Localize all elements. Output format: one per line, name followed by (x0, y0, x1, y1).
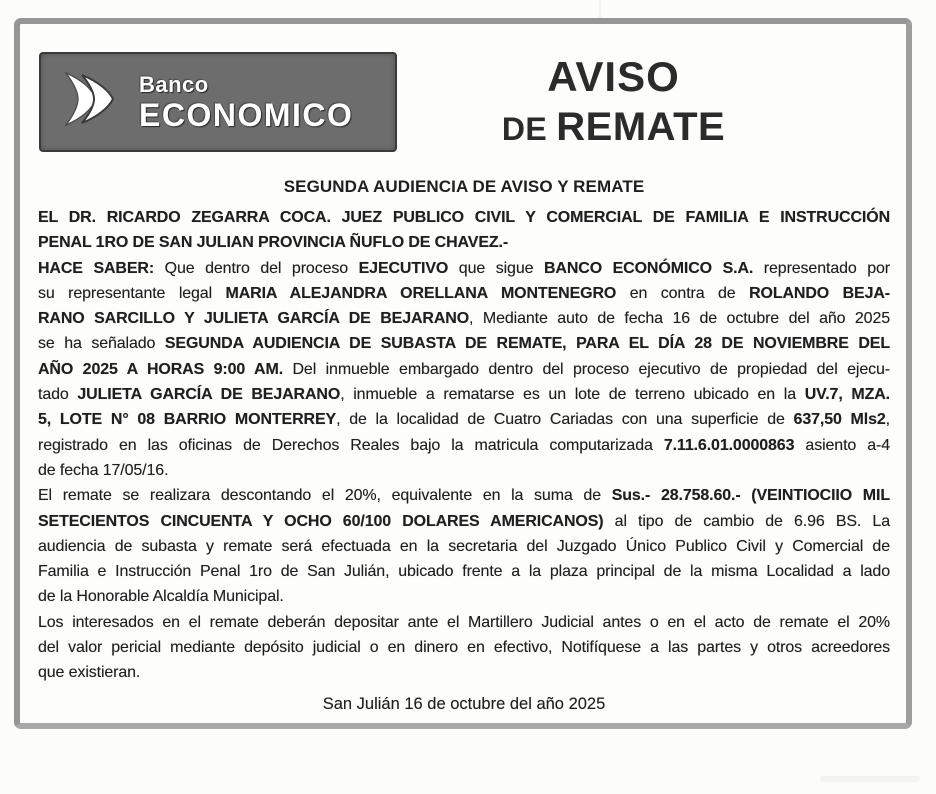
title-remate: REMATE (556, 105, 726, 149)
text-line: AÑO 2025 A HORAS 9:00 AM. Del inmueble embargado dentro del proceso ejecutivo de propiedad del ejecu- (38, 360, 890, 378)
bank-brand-text (139, 71, 354, 133)
scan-artifact-smudge (820, 776, 920, 782)
notice-header (38, 24, 890, 152)
text-line: registrado en las oficinas de Derechos Reales bajo la matricula computarizada 7.11.6.01.0000863 asiento a-4 (38, 436, 890, 454)
body-paragraphs (38, 205, 890, 686)
banco-economico-logo (39, 52, 397, 152)
title-aviso: AVISO (547, 53, 680, 100)
text-line: tado JULIETA GARCÍA DE BEJARANO, inmueble a rematarse es un lote de terreno ubicado en la UV.7, MZA. (38, 386, 890, 404)
text-line: El remate se realizara descontando el 20%, equivalente en la suma de Sus.- 28.758.60.- (VEINTIOCIIO MIL (38, 487, 890, 505)
bank-brand-bottom: ECONOMICO (139, 96, 354, 133)
text-line: RANO SARCILLO Y JULIETA GARCÍA DE BEJARANO, Mediante auto de fecha 16 de octubre del año 2025 (38, 310, 891, 328)
double-chevron-swoosh-icon (61, 71, 125, 134)
text-line: Familia e Instrucción Penal 1ro de San Julián, ubicado frente a la plaza principal de la misma Localidad a lado (38, 563, 890, 581)
text-line: Los interesados en el remate deberán depositar ante el Martillero Judicial antes o en el acto de remate el 20% (38, 613, 890, 631)
text-line: EL DR. RICARDO ZEGARRA COCA. JUEZ PUBLICO CIVIL Y COMERCIAL DE FAMILIA E INSTRUCCIÓN (38, 209, 890, 226)
remate-notice-frame (14, 18, 912, 729)
text-line: que existieran. (38, 664, 141, 682)
text-line: su representante legal MARIA ALEJANDRA ORELLANA MONTENEGRO en contra de ROLANDO BEJA- (38, 284, 891, 302)
bank-brand-top: Banco (139, 71, 209, 97)
text-line: de fecha 17/05/16. (38, 461, 169, 479)
notice-dateline: San Julián 16 de octubre del año 2025 (322, 694, 606, 713)
notice-title (397, 24, 890, 147)
text-line: 5, LOTE N° 08 BARRIO MONTERREY, de la localidad de Cuatro Cariadas con una superficie de 637,50 Mls2, (38, 411, 890, 429)
text-line: audiencia de subasta y remate será efectuada en la secretaria del Juzgado Único Publico Civil y Comercial de (38, 537, 890, 555)
text-line: HACE SABER: Que dentro del proceso EJECUTIVO que sigue BANCO ECONÓMICO S.A. representado por (38, 259, 891, 277)
title-de-remate (397, 107, 830, 147)
notice-subtitle: SEGUNDA AUDIENCIA DE AVISO Y REMATE (283, 177, 645, 196)
text-line: PENAL 1RO DE SAN JULIAN PROVINCIA ÑUFLO DE CHAVEZ.- (38, 234, 509, 252)
text-line: SETECIENTOS CINCUENTA Y OCHO 60/100 DOLARES AMERICANOS) al tipo de cambio de 6.96 BS. La (38, 512, 890, 530)
text-line: del valor pericial mediante depósito judicial o en dinero en efectivo, Notifíquese a las partes y otros acreedores (38, 639, 890, 657)
text-line: de la Honorable Alcaldía Municipal. (38, 588, 284, 606)
text-line: se ha señalado SEGUNDA AUDIENCIA DE SUBASTA DE REMATE, PARA EL DÍA 28 DE NOVIEMBRE DEL (38, 335, 890, 353)
title-de: DE (501, 111, 548, 147)
